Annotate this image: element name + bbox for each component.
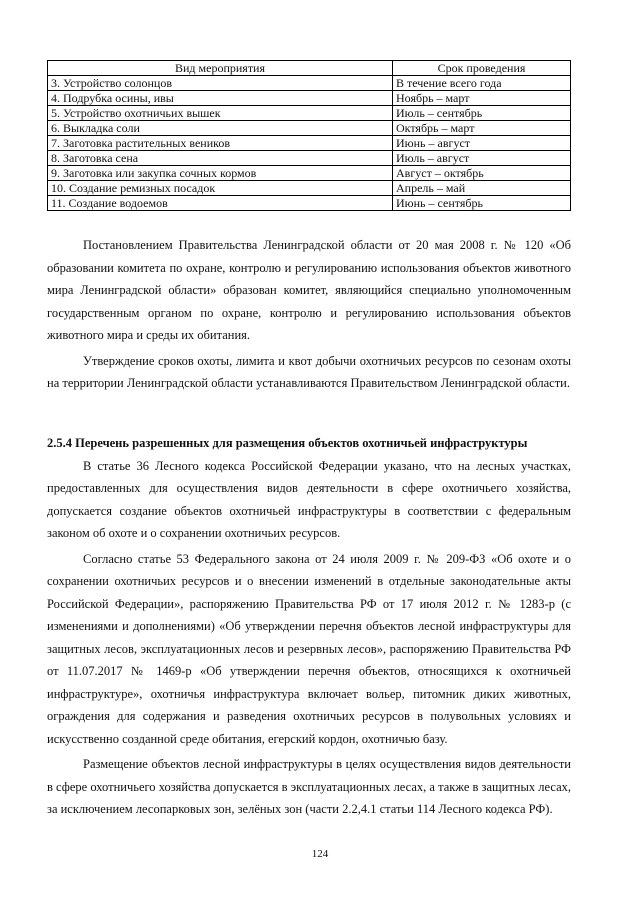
paragraph-committee: Постановлением Правительства Ленинградской области от 20 мая 2008 г. № 120 «Об образовании комитета по охране, контролю и регулированию использования объектов животного мира Ленинградской области» образован комитет, являющийся специально уполномоченным государственным органом по охране, контролю и регулированию использования объектов животного мира и среды их обитания. bbox=[47, 238, 571, 342]
activity-cell: 11. Создание водоемов bbox=[48, 196, 393, 211]
period-cell: В течение всего года bbox=[393, 76, 571, 91]
table-row bbox=[48, 136, 571, 151]
column-header-activity: Вид мероприятия bbox=[48, 61, 393, 76]
period-cell: Август – октябрь bbox=[393, 166, 571, 181]
period-cell: Июль – август bbox=[393, 151, 571, 166]
table-row bbox=[48, 91, 571, 106]
activity-cell: 8. Заготовка сена bbox=[48, 151, 393, 166]
period-cell: Июль – сентябрь bbox=[393, 106, 571, 121]
section-2-5-4 bbox=[47, 432, 571, 821]
paragraph-placement: Размещение объектов лесной инфраструктуры в целях осуществления видов деятельности в сфере охотничьего хозяйства допускается в эксплуатационных лесах, а также в защитных лесах, за исключением лесопарковых зон, зелёных зон (части 2.2,4.1 статьи 114 Лесного кодекса РФ). bbox=[47, 757, 571, 816]
table-row bbox=[48, 76, 571, 91]
paragraph-committee-block bbox=[47, 234, 571, 395]
period-cell: Июнь – август bbox=[393, 136, 571, 151]
activity-cell: 9. Заготовка или закупка сочных кормов bbox=[48, 166, 393, 181]
period-cell: Июнь – сентябрь bbox=[393, 196, 571, 211]
table-header-row bbox=[48, 61, 571, 76]
period-cell: Апрель – май bbox=[393, 181, 571, 196]
activities-table bbox=[47, 60, 571, 211]
table-row bbox=[48, 166, 571, 181]
table-row bbox=[48, 151, 571, 166]
page-number: 124 bbox=[311, 848, 329, 860]
activity-cell: 5. Устройство охотничьих вышек bbox=[48, 106, 393, 121]
activity-cell: 10. Создание ремизных посадок bbox=[48, 181, 393, 196]
section-heading: 2.5.4 Перечень разрешенных для размещения объектов охотничьей инфраструктуры bbox=[47, 436, 528, 450]
period-cell: Октябрь – март bbox=[393, 121, 571, 136]
table-row bbox=[48, 106, 571, 121]
column-header-period: Срок проведения bbox=[393, 61, 571, 76]
paragraph-forest-code: В статье 36 Лесного кодекса Российской Федерации указано, что на лесных участках, предоставленных для осуществления видов деятельности в сфере охотничьего хозяйства, допускается создание объектов охотничьей инфраструктуры в соответствии с федеральным законом об охоте и о сохранении охотничьих ресурсов. bbox=[47, 458, 571, 540]
paragraph-federal-law: Согласно статье 53 Федерального закона от 24 июля 2009 г. № 209-ФЗ «Об охоте и о сохранении охотничьих ресурсов и о внесении изменений в отдельные законодательные акты Российской Федерации», распоряжению Правительства РФ от 17 июля 2012 г. № 1283-р (с изменениями и дополнениями) «Об утверждении перечня объектов лесной инфраструктуры для защитных лесов, эксплуатационных лесов и резервных лесов», распоряжению Правительства РФ от 11.07.2017 № 1469-р «Об утверждении перечня объектов, относящихся к охотничьей инфраструктуре», охотничья инфраструктура включает вольер, питомник диких животных, ограждения для содержания и разведения охотничьих ресурсов в полувольных условиях и искусственно созданной среде обитания, егерский кордон, охотничью базу. bbox=[47, 551, 571, 746]
table-row bbox=[48, 121, 571, 136]
paragraph-hunting-terms: Утверждение сроков охоты, лимита и квот добычи охотничьих ресурсов по сезонам охоты на территории Ленинградской области устанавливаются Правительством Ленинградской области. bbox=[47, 353, 571, 390]
activity-cell: 4. Подрубка осины, ивы bbox=[48, 91, 393, 106]
table-row bbox=[48, 181, 571, 196]
activity-cell: 3. Устройство солонцов bbox=[48, 76, 393, 91]
activity-cell: 6. Выкладка соли bbox=[48, 121, 393, 136]
activity-cell: 7. Заготовка растительных веников bbox=[48, 136, 393, 151]
period-cell: Ноябрь – март bbox=[393, 91, 571, 106]
table-row bbox=[48, 196, 571, 211]
